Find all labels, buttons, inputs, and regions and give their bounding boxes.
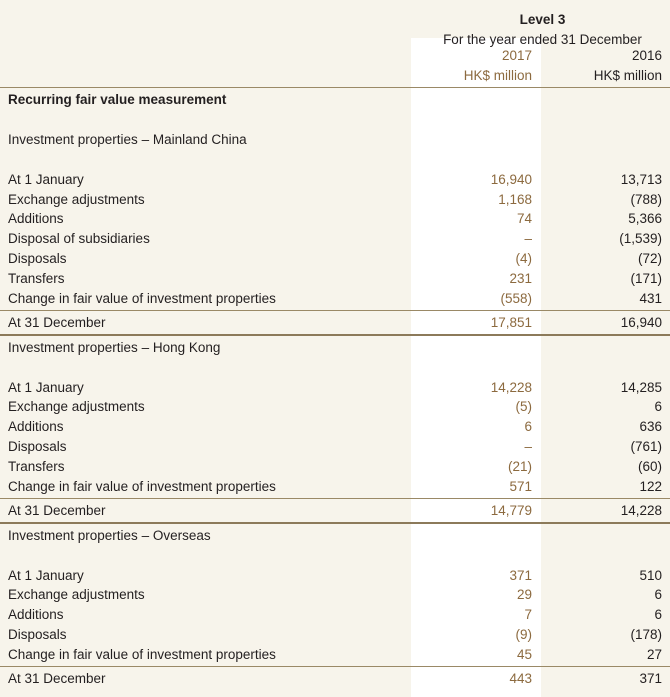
- section-title: [0, 90, 670, 110]
- table-row: [0, 190, 670, 210]
- table-row: [0, 229, 670, 249]
- subtotal-rule: [0, 666, 670, 667]
- group-title-label: Investment properties – Overseas: [8, 528, 211, 543]
- value-2016: 636: [639, 419, 662, 434]
- value-2016: (788): [630, 192, 662, 207]
- value-2017: 45: [516, 647, 532, 662]
- total-row: [0, 669, 670, 689]
- value-2016: 6: [654, 607, 662, 622]
- row-label: At 31 December: [8, 315, 106, 330]
- table-row: [0, 397, 670, 417]
- row-label: Disposal of subsidiaries: [8, 231, 150, 246]
- header-rule: [0, 87, 670, 88]
- value-2017: 443: [509, 671, 532, 686]
- table-row: [0, 585, 670, 605]
- value-2016: 5,366: [628, 211, 662, 226]
- value-2016: 14,285: [620, 380, 662, 395]
- total-double-rule: [0, 334, 670, 336]
- value-2016: 13,713: [620, 172, 662, 187]
- table-row: [0, 457, 670, 477]
- value-2017: 231: [509, 271, 532, 286]
- table-row: [0, 645, 670, 665]
- value-2017: (21): [507, 459, 532, 474]
- value-2017: –: [524, 439, 532, 454]
- value-2016: 371: [639, 671, 662, 686]
- row-label: At 31 December: [8, 671, 106, 686]
- total-row: [0, 501, 670, 521]
- header-period: For the year ended 31 December: [443, 32, 642, 47]
- value-2017: 14,228: [490, 380, 532, 395]
- value-2016: (178): [630, 627, 662, 642]
- row-label: At 1 January: [8, 568, 84, 583]
- value-2017: (5): [515, 399, 532, 414]
- row-label: Disposals: [8, 627, 67, 642]
- group-title: [0, 526, 670, 546]
- value-2017: 6: [524, 419, 532, 434]
- row-label: Change in fair value of investment properties: [8, 647, 276, 662]
- row-label: At 1 January: [8, 172, 84, 187]
- table-row: [0, 625, 670, 645]
- value-2016: 431: [639, 291, 662, 306]
- value-2016: 6: [654, 399, 662, 414]
- table-row: [0, 249, 670, 269]
- value-2016: (1,539): [619, 231, 662, 246]
- col-2016-unit: HK$ million: [593, 68, 662, 83]
- value-2016: 6: [654, 587, 662, 602]
- table-row: [0, 566, 670, 586]
- table-row: [0, 378, 670, 398]
- value-2017: (4): [515, 251, 532, 266]
- row-label: Change in fair value of investment properties: [8, 291, 276, 306]
- value-2016: 510: [639, 568, 662, 583]
- value-2017: 14,779: [490, 503, 532, 518]
- row-label: Additions: [8, 211, 64, 226]
- row-label: Exchange adjustments: [8, 399, 145, 414]
- row-label: Transfers: [8, 459, 65, 474]
- value-2017: –: [524, 231, 532, 246]
- row-label: Exchange adjustments: [8, 192, 145, 207]
- subtotal-rule: [0, 498, 670, 499]
- value-2016: (60): [637, 459, 662, 474]
- table-row: [0, 437, 670, 457]
- row-label: Transfers: [8, 271, 65, 286]
- value-2017: 571: [509, 479, 532, 494]
- row-label: Additions: [8, 607, 64, 622]
- value-2016: (171): [630, 271, 662, 286]
- total-row: [0, 313, 670, 333]
- group-title-label: Investment properties – Hong Kong: [8, 340, 221, 355]
- value-2017: (558): [500, 291, 532, 306]
- value-2017: 1,168: [498, 192, 532, 207]
- value-2016: 122: [639, 479, 662, 494]
- table-row: [0, 605, 670, 625]
- value-2017: (9): [515, 627, 532, 642]
- table-row: [0, 269, 670, 289]
- value-2016: 16,940: [620, 315, 662, 330]
- col-2017-unit: HK$ million: [463, 68, 532, 83]
- table-row: [0, 477, 670, 497]
- subtotal-rule: [0, 310, 670, 311]
- table-row: [0, 170, 670, 190]
- row-label: Disposals: [8, 439, 67, 454]
- value-2017: 371: [509, 568, 532, 583]
- col-2017-year: 2017: [501, 48, 532, 63]
- value-2017: 7: [524, 607, 532, 622]
- value-2016: (761): [630, 439, 662, 454]
- value-2017: 16,940: [490, 172, 532, 187]
- row-label: At 31 December: [8, 503, 106, 518]
- total-double-rule: [0, 522, 670, 524]
- row-label: Change in fair value of investment properties: [8, 479, 276, 494]
- header-level: Level 3: [519, 12, 566, 27]
- section-title-label: Recurring fair value measurement: [8, 92, 227, 107]
- row-label: Exchange adjustments: [8, 587, 145, 602]
- table-row: [0, 289, 670, 309]
- table-row: [0, 209, 670, 229]
- value-2016: 14,228: [620, 503, 662, 518]
- row-label: Additions: [8, 419, 64, 434]
- value-2017: 17,851: [490, 315, 532, 330]
- col-2016-year: 2016: [631, 48, 662, 63]
- value-2016: (72): [637, 251, 662, 266]
- group-title: [0, 130, 670, 150]
- group-title: [0, 338, 670, 358]
- value-2017: 74: [516, 211, 532, 226]
- group-title-label: Investment properties – Mainland China: [8, 132, 247, 147]
- value-2016: 27: [646, 647, 662, 662]
- table-row: [0, 417, 670, 437]
- value-2017: 29: [516, 587, 532, 602]
- row-label: At 1 January: [8, 380, 84, 395]
- row-label: Disposals: [8, 251, 67, 266]
